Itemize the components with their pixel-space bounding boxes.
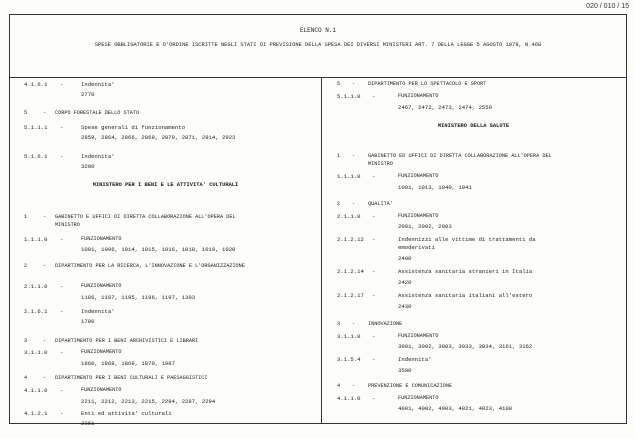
chapter-numbers: 2001, 2002, 2003 <box>398 223 452 230</box>
section-code: 5 <box>337 81 341 87</box>
entry-dash: - <box>372 356 376 363</box>
entry-label: Indennita' <box>81 153 115 160</box>
section-code: 2 <box>24 263 28 269</box>
section-code: 2 <box>337 201 341 207</box>
entry-code: 1.1.1.0 <box>24 236 48 243</box>
entry-label: FUNZIONAMENTO <box>398 333 439 339</box>
section-dash: - <box>352 81 356 87</box>
entry-code: 3.1.5.4 <box>337 356 361 363</box>
ministry-heading: MINISTERO DELLA SALUTE <box>437 123 510 129</box>
chapter-numbers: 3500 <box>398 367 412 374</box>
entry-label: FUNZIONAMENTO <box>398 173 439 179</box>
entry-label: Assistenza sanitaria stranieri in Italia <box>398 268 533 275</box>
section-dash: - <box>43 338 47 344</box>
entry-label: Enti ed attivita' culturali <box>81 410 172 417</box>
section-heading: GABINETTO E UFFICI DI DIRETTA COLLABORAZIONE ALL'OPERA DEL <box>55 214 236 220</box>
entry-code: 2.1.1.0 <box>337 213 361 220</box>
list-title: ELENCO N.1 <box>299 27 336 34</box>
entry-dash: - <box>372 213 376 220</box>
section-dash: - <box>43 375 47 381</box>
section-code: 4 <box>337 383 341 389</box>
entry-label: Indennita' <box>81 308 115 315</box>
chapter-numbers: 3200 <box>81 163 95 170</box>
entry-label: Indennita' <box>81 81 115 88</box>
section-dash: - <box>352 383 356 389</box>
entry-label: FUNZIONAMENTO <box>398 93 439 99</box>
entry-label: FUNZIONAMENTO <box>81 283 122 289</box>
entry-code: 1.1.1.0 <box>337 173 361 180</box>
entry-dash: - <box>372 93 376 100</box>
entry-label: Spese generali di funzionamento <box>81 124 186 131</box>
entry-dash: - <box>60 81 64 88</box>
chapter-numbers: 1001, 1006, 1014, 1015, 1016, 1018, 1019, 1020 <box>81 246 236 253</box>
section-heading: DIPARTIMENTO PER I BENI ARCHIVISTICI E LIBRARI <box>55 338 199 344</box>
entry-dash: - <box>372 292 376 299</box>
entry-code: 2.1.1.0 <box>24 283 48 290</box>
entry-dash: - <box>372 268 376 275</box>
section-heading: DIPARTIMENTO PER LO SPETTACOLO E SPORT <box>368 81 487 87</box>
entry-label: FUNZIONAMENTO <box>398 395 439 401</box>
right-column <box>321 77 626 423</box>
document-frame <box>9 14 627 427</box>
entry-dash: - <box>60 349 64 356</box>
entry-code: 2.1.2.17 <box>337 292 364 299</box>
chapter-numbers: 2361 <box>81 420 95 427</box>
ministry-heading: MINISTERO PER I BENI E LE ATTIVITA' CULTURALI <box>92 182 239 188</box>
section-heading: DIPARTIMENTO PER LA RICERCA, L'INNOVAZIONE E L'ORGANIZZAZIONE <box>55 263 245 269</box>
entry-dash: - <box>60 153 64 160</box>
entry-code: 2.1.2.12 <box>337 236 364 243</box>
entry-label: FUNZIONAMENTO <box>81 349 122 355</box>
chapter-numbers: 2467, 2472, 2473, 2474, 2559 <box>398 104 492 111</box>
entry-dash: - <box>60 308 64 315</box>
section-code: 3 <box>337 321 341 327</box>
entry-code: 4.1.1.0 <box>24 387 48 394</box>
entry-code: 2.1.6.1 <box>24 308 48 315</box>
section-heading-cont: MINISTRO <box>55 222 80 228</box>
entry-dash: - <box>60 236 64 243</box>
chapter-numbers: 4001, 4002, 4003, 4021, 4023, 4108 <box>398 405 513 412</box>
section-heading-cont: MINISTRO <box>368 161 393 167</box>
document-header <box>10 15 626 78</box>
entry-label: Indennizzi alle vittime di trattamenti da <box>398 236 536 243</box>
entry-dash: - <box>60 410 64 417</box>
chapter-numbers: 1001, 1013, 1040, 1041 <box>398 184 472 191</box>
entry-label: FUNZIONAMENTO <box>398 213 439 219</box>
entry-dash: - <box>60 124 64 131</box>
chapter-numbers: 1860, 1868, 1869, 1870, 1987 <box>81 360 175 367</box>
entry-dash: - <box>60 283 64 290</box>
chapter-numbers: 2859, 2864, 2866, 2869, 2870, 2871, 2914, 2923 <box>81 134 236 141</box>
section-code: 4 <box>24 375 28 381</box>
entry-dash: - <box>60 387 64 394</box>
entry-code: 5.1.1.1 <box>24 124 48 131</box>
section-code: 1 <box>24 214 28 220</box>
entry-code: 5.1.6.1 <box>24 153 48 160</box>
section-code: 1 <box>337 153 341 159</box>
left-column <box>10 77 322 427</box>
entry-label: FUNZIONAMENTO <box>81 387 122 393</box>
list-subtitle: SPESE OBBLIGATORIE E D'ORDINE ISCRITTE NEGLI STATI DI PREVISIONE DELLA SPESA DEI DIVERSI MINISTERI ART. 7 DELLA LEGGE 5 AGOSTO 1978, N.468 <box>94 42 542 48</box>
entry-code: 4.1.6.1 <box>24 81 48 88</box>
section-dash: - <box>43 214 47 220</box>
entry-code: 4.1.1.0 <box>337 395 361 402</box>
section-dash: - <box>352 153 356 159</box>
section-heading: PREVENZIONE E COMUNICAZIONE <box>368 383 453 389</box>
section-dash: - <box>352 201 356 207</box>
chapter-numbers: 1780 <box>81 318 95 325</box>
entry-label-cont: emoderivati <box>398 244 435 251</box>
section-dash: - <box>352 321 356 327</box>
entry-code: 2.1.2.14 <box>337 268 364 275</box>
section-dash: - <box>43 110 47 116</box>
section-dash: - <box>43 263 47 269</box>
section-heading: GABINETTO ED UFFICI DI DIRETTA COLLABORAZIONE ALL'OPERA DEL <box>368 153 552 159</box>
entry-code: 4.1.2.1 <box>24 410 48 417</box>
entry-label: Indennita' <box>398 356 432 363</box>
entry-dash: - <box>372 173 376 180</box>
section-heading: QUALITA' <box>368 201 393 207</box>
chapter-numbers: 2211, 2212, 2213, 2215, 2284, 2287, 2294 <box>81 398 216 405</box>
section-heading: INNOVAZIONE <box>368 321 403 327</box>
entry-dash: - <box>372 333 376 340</box>
entry-dash: - <box>372 236 376 243</box>
entry-dash: - <box>372 395 376 402</box>
entry-label: Assistenza sanitaria italiani all'estero <box>398 292 533 299</box>
chapter-numbers: 2420 <box>398 279 412 286</box>
entry-code: 3.1.1.0 <box>24 349 48 356</box>
chapter-numbers: 2400 <box>398 255 412 262</box>
entry-code: 5.1.1.0 <box>337 93 361 100</box>
entry-label: FUNZIONAMENTO <box>81 236 122 242</box>
section-code: 3 <box>24 338 28 344</box>
section-heading: CORPO FORESTALE DELLO STATO <box>55 110 140 116</box>
page-number: 020 / 010 / 15 <box>586 3 629 10</box>
chapter-numbers: 2770 <box>81 91 95 98</box>
chapter-numbers: 1186, 1187, 1195, 1196, 1197, 1303 <box>81 294 196 301</box>
section-heading: DIPARTIMENTO PER I BENI CULTURALI E PAESAGGISTICI <box>55 375 208 381</box>
chapter-numbers: 3001, 3002, 3003, 3033, 3034, 3161, 3162 <box>398 343 533 350</box>
chapter-numbers: 2430 <box>398 303 412 310</box>
entry-code: 3.1.1.0 <box>337 333 361 340</box>
section-code: 5 <box>24 110 28 116</box>
